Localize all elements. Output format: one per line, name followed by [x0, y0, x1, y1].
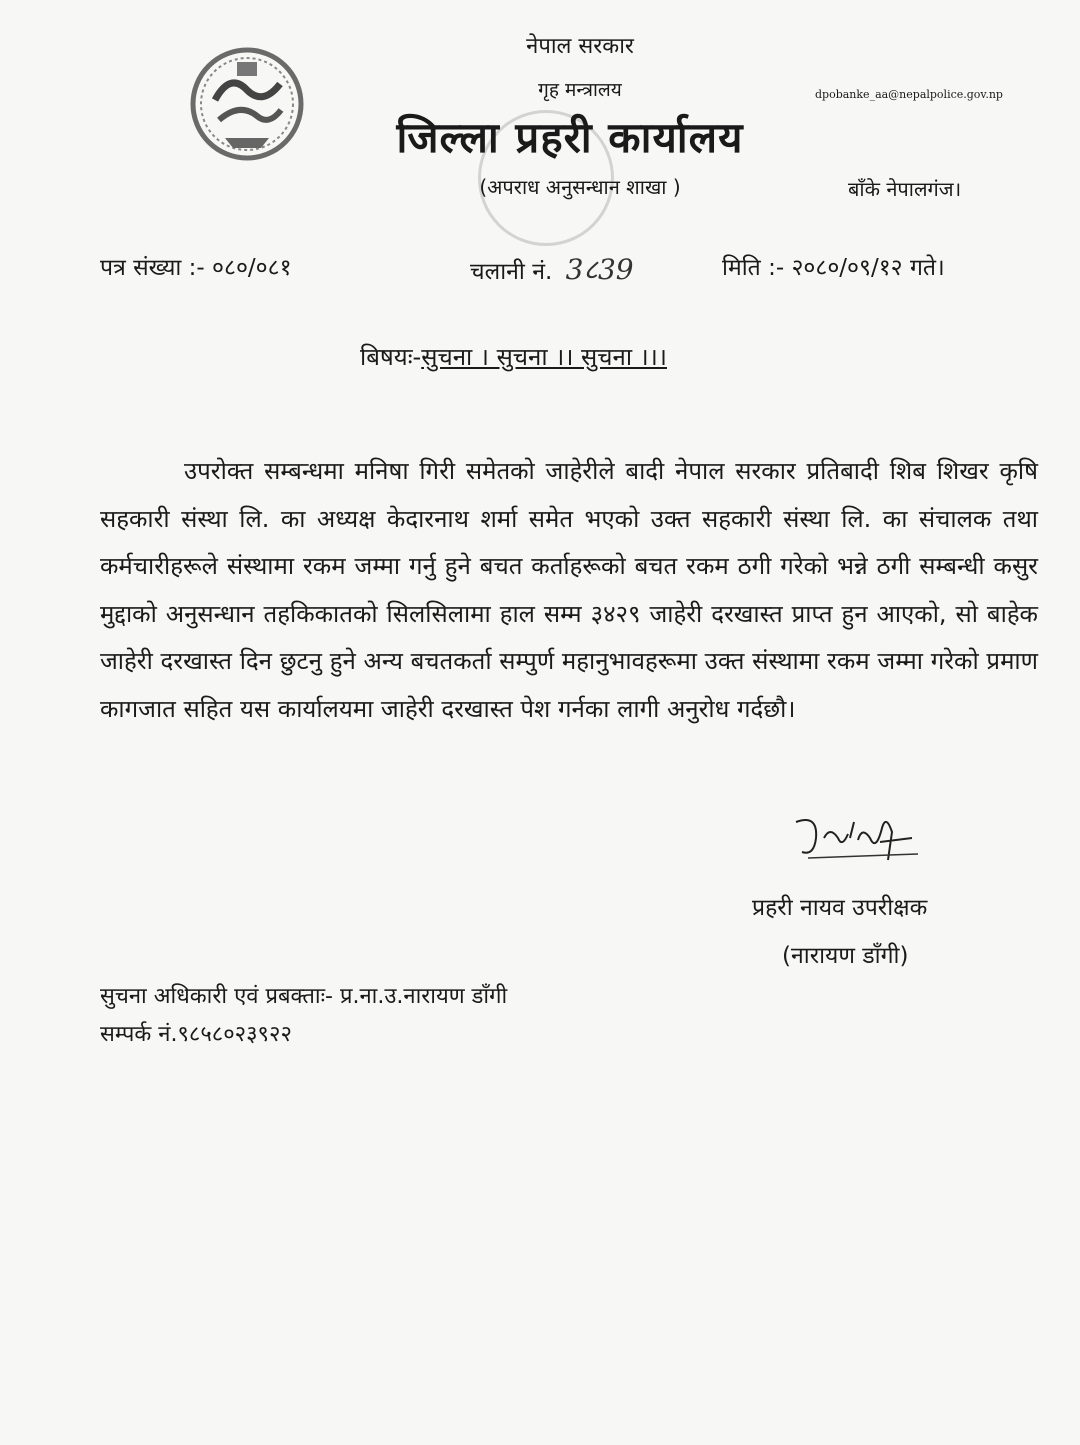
- notice-body: [100, 448, 1038, 733]
- subject-text: सुचना । सुचना ।। सुचना ।।।: [421, 343, 667, 371]
- dispatch-handwritten-value: 3८39: [565, 253, 634, 286]
- office-location: बाँके नेपालगंज।: [848, 177, 962, 201]
- signatory-title: प्रहरी नायव उपरीक्षक: [752, 895, 928, 921]
- dispatch-number: [470, 250, 634, 288]
- ministry-name: गृह मन्त्रालय: [538, 79, 622, 101]
- office-title: जिल्ला प्रहरी कार्यालय: [396, 113, 744, 162]
- contact-number: सम्पर्क नं.९८५८०२३९२२: [100, 1022, 292, 1047]
- government-name: नेपाल सरकार: [526, 34, 634, 59]
- letter-number: पत्र संख्या :- ०८०/०८१: [100, 255, 292, 281]
- subject-label: बिषयः-: [360, 343, 422, 371]
- letter-date: मिति :- २०८०/०९/१२ गते।: [722, 255, 945, 281]
- signature-icon: [788, 808, 928, 868]
- subject-line: [360, 340, 667, 373]
- branch-name: (अपराध अनुसन्धान शाखा ): [479, 175, 681, 199]
- dispatch-label: चलानी नं.: [470, 259, 553, 285]
- office-email[interactable]: dpobanke_aa@nepalpolice.gov.np: [815, 88, 1003, 101]
- information-officer: सुचना अधिकारी एवं प्रबक्ताः- प्र.ना.उ.नारायण डाँगी: [100, 984, 508, 1009]
- notice-paragraph: उपरोक्त सम्बन्धमा मनिषा गिरी समेतको जाहेरीले बादी नेपाल सरकार प्रतिबादी शिब शिखर कृषि सहकारी संस्था लि. का अध्यक्ष केदारनाथ शर्मा समेत भएको उक्त सहकारी संस्था लि. का संचालक तथा कर्मचारीहरूले संस्थामा रकम जम्मा गर्नु हुने बचत कर्ताहरूको बचत रकम ठगी गरेको भन्ने ठगी सम्बन्धी कसुर मुद्दाको अनुसन्धान तहकिकातको सिलसिलामा हाल सम्म ३४२९ जाहेरी दरखास्त प्राप्त हुन आएको, सो बाहेक जाहेरी दरखास्त दिन छुटनु हुने अन्य बचतकर्ता सम्पुर्ण महानुभावहरूमा उक्त संस्थामा रकम जम्मा गरेको प्रमाण कागजात सहित यस कार्यालयमा जाहेरी दरखास्त पेश गर्नका लागी अनुरोध गर्दछौ।: [100, 457, 1038, 723]
- signatory-name: (नारायण डाँगी): [782, 943, 909, 969]
